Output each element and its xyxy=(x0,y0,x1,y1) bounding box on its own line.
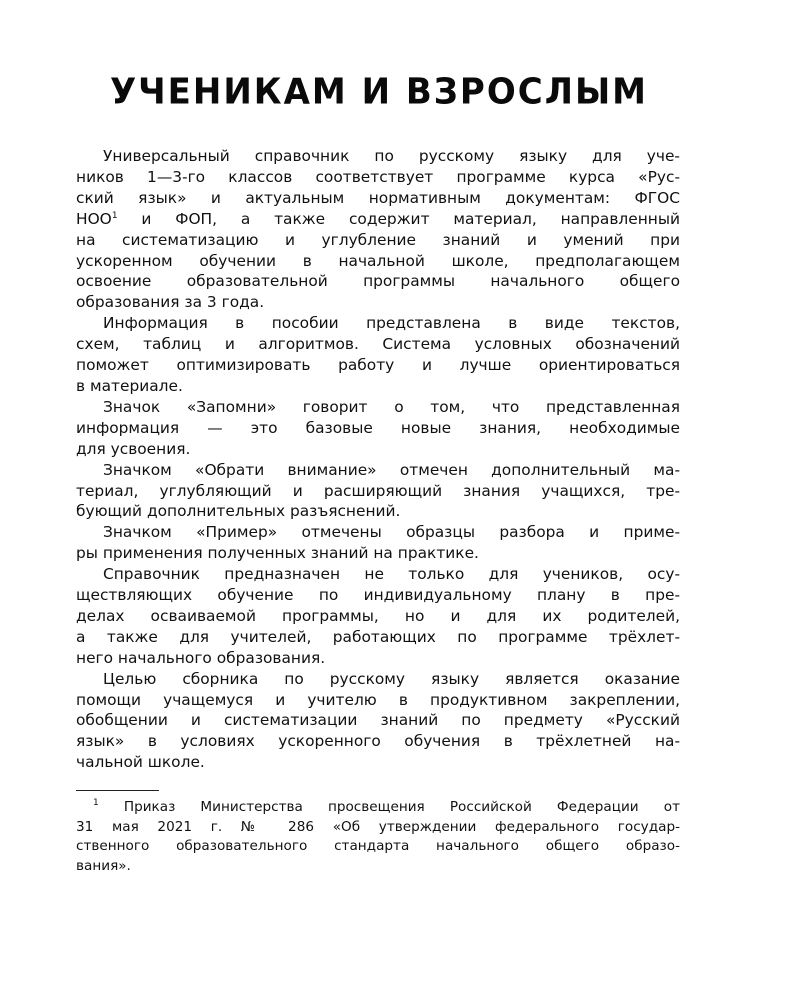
footnote-line: 31 мая 2021 г. № 286 «Об утверждении федерального государ- xyxy=(76,818,680,835)
footnote-marker: 1 xyxy=(93,798,99,808)
footnote-divider xyxy=(76,790,159,791)
text-line: язык» в условиях ускоренного обучения в трёхлетней на- xyxy=(76,732,680,751)
text-fragment: и ФОП, а также содержит материал, направленный xyxy=(141,209,680,228)
text-line: ускоренном обучении в начальной школе, предполагающем xyxy=(76,251,680,270)
text-line: в материале. xyxy=(76,376,183,395)
text-line: а также для учителей, работающих по программе трёхлет- xyxy=(76,627,680,646)
footnote-line xyxy=(76,798,680,818)
text-line: Справочник предназначен не только для учеников, осу- xyxy=(103,565,680,584)
text-line: Целью сборника по русскому языку является оказание xyxy=(103,669,680,688)
text-line: освоение образовательной программы начального общего xyxy=(76,272,680,291)
text-line: ский язык» и актуальным нормативным документам: ФГОС xyxy=(76,188,680,207)
text-line: поможет оптимизировать работу и лучше ориентироваться xyxy=(76,356,680,375)
text-line: информация — это базовые новые знания, необходимые xyxy=(76,418,680,437)
text-line: чальной школе. xyxy=(76,753,205,772)
text-line: для усвоения. xyxy=(76,439,191,458)
text-line: Значком «Пример» отмечены образцы разбора и приме- xyxy=(103,523,680,542)
text-line: обобщении и систематизации знаний по предмету «Русский xyxy=(76,711,680,730)
text-line: Информация в пособии представлена в виде текстов, xyxy=(103,314,680,333)
text-line: на систематизацию и углубление знаний и умений при xyxy=(76,230,680,249)
footnote xyxy=(76,798,680,876)
text-fragment: Приказ Министерства просвещения Российской Федерации от xyxy=(123,799,680,815)
text-line: него начального образования. xyxy=(76,648,326,667)
text-line: ществляющих обучение по индивидуальному плану в пре- xyxy=(76,586,680,605)
text-line: Значком «Обрати внимание» отмечен дополнительный ма- xyxy=(103,460,680,479)
text-line: териал, углубляющий и расширяющий знания учащихся, тре- xyxy=(76,481,680,500)
body-text xyxy=(76,146,680,773)
footnote-line: ственного образовательного стандарта начального общего образо- xyxy=(76,838,680,855)
text-line: бующий дополнительных разъяснений. xyxy=(76,502,401,521)
page-title: УЧЕНИКАМ И ВЗРОСЛЫМ xyxy=(109,71,649,113)
text-line: схем, таблиц и алгоритмов. Система условных обозначений xyxy=(76,335,680,354)
text-line: ников 1—3-го классов соответствует программе курса «Рус- xyxy=(76,167,680,186)
text-line-with-footnote xyxy=(76,209,680,230)
text-fragment: НОО xyxy=(76,209,112,228)
text-line: помощи учащемуся и учителю в продуктивном закреплении, xyxy=(76,690,680,709)
text-line: Значок «Запомни» говорит о том, что представленная xyxy=(103,397,680,416)
text-line: делах осваиваемой программы, но и для их родителей, xyxy=(76,606,680,625)
footnote-line: вания». xyxy=(76,857,131,874)
text-line: Универсальный справочник по русскому языку для уче- xyxy=(103,147,680,165)
text-line: ры применения полученных знаний на практике. xyxy=(76,544,479,563)
text-line: образования за 3 года. xyxy=(76,293,265,312)
footnote-reference: 1 xyxy=(111,210,118,221)
